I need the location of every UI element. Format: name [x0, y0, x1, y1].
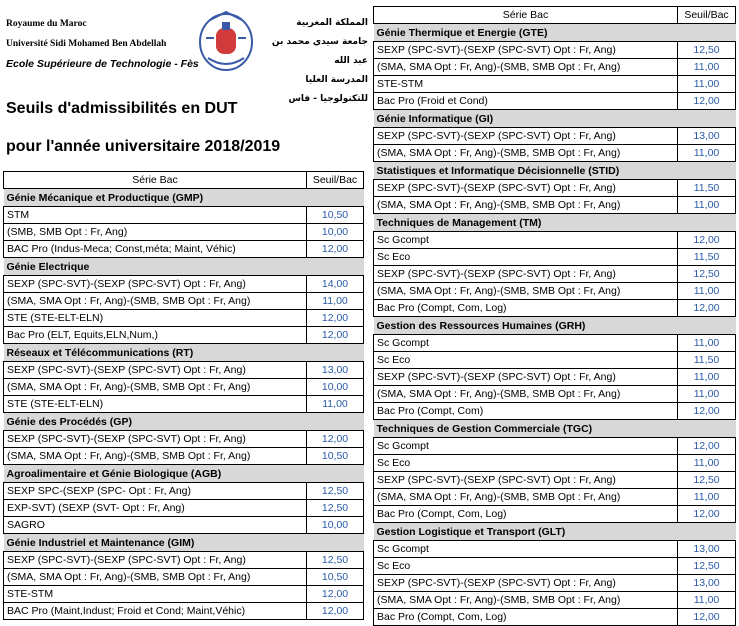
serie-bac-cell: Sc Gcompt: [374, 335, 678, 352]
threshold-cell: 11,00: [307, 293, 364, 310]
section-title: Génie Informatique (GI): [374, 110, 736, 128]
threshold-cell: 12,50: [678, 558, 736, 575]
table-row: [4, 362, 364, 379]
section-heading-row: [374, 420, 736, 438]
section-title: Gestion Logistique et Transport (GLT): [374, 523, 736, 541]
serie-bac-cell: Bac Pro (Compt, Com, Log): [374, 300, 678, 317]
serie-bac-cell: SEXP (SPC-SVT)-(SEXP (SPC-SVT) Opt : Fr, Ang): [374, 369, 678, 386]
threshold-cell: 12,50: [307, 552, 364, 569]
table-row: [4, 448, 364, 465]
threshold-cell: 10,00: [307, 517, 364, 534]
university-label-ar: جامعة سيدي محمد بن عبد الله: [271, 37, 368, 66]
section-heading-row: [374, 317, 736, 335]
threshold-cell: 12,00: [678, 438, 736, 455]
serie-bac-cell: SEXP (SPC-SVT)-(SEXP (SPC-SVT) Opt : Fr, Ang): [374, 472, 678, 489]
right-header-row: [374, 7, 736, 24]
serie-bac-cell: Sc Eco: [374, 455, 678, 472]
threshold-cell: 12,00: [678, 232, 736, 249]
table-row: [4, 310, 364, 327]
threshold-cell: 13,00: [307, 362, 364, 379]
table-row: [374, 369, 736, 386]
threshold-cell: 10,50: [307, 448, 364, 465]
table-row: [374, 489, 736, 506]
threshold-cell: 11,00: [678, 335, 736, 352]
university-logo: [196, 8, 256, 74]
section-heading-row: [4, 465, 364, 483]
table-row: [4, 483, 364, 500]
serie-bac-cell: Sc Eco: [374, 558, 678, 575]
serie-bac-cell: (SMA, SMA Opt : Fr, Ang)-(SMB, SMB Opt : Fr, Ang): [374, 592, 678, 609]
table-row: [374, 76, 736, 93]
table-row: [4, 241, 364, 258]
serie-bac-cell: SEXP (SPC-SVT)-(SEXP (SPC-SVT) Opt : Fr, Ang): [374, 266, 678, 283]
threshold-cell: 12,00: [678, 93, 736, 110]
threshold-cell: 12,50: [678, 266, 736, 283]
serie-bac-cell: STE-STM: [4, 586, 307, 603]
serie-bac-cell: SEXP (SPC-SVT)-(SEXP (SPC-SVT) Opt : Fr, Ang): [374, 180, 678, 197]
serie-bac-cell: SEXP SPC-(SEXP (SPC- Opt : Fr, Ang): [4, 483, 307, 500]
school-label-ar: المدرسة العليا للتكنولوجيا - فاس: [288, 75, 368, 104]
serie-bac-cell: Sc Eco: [374, 352, 678, 369]
serie-bac-cell: SEXP (SPC-SVT)-(SEXP (SPC-SVT) Opt : Fr, Ang): [4, 362, 307, 379]
serie-bac-cell: SEXP (SPC-SVT)-(SEXP (SPC-SVT) Opt : Fr, Ang): [4, 431, 307, 448]
table-row: [374, 232, 736, 249]
table-row: [374, 128, 736, 145]
table-row: [4, 276, 364, 293]
serie-bac-cell: BAC Pro (Indus-Meca; Const,méta; Maint, Véhic): [4, 241, 307, 258]
table-row: [4, 207, 364, 224]
threshold-cell: 11,00: [307, 396, 364, 413]
table-row: [4, 293, 364, 310]
table-row: [374, 592, 736, 609]
threshold-cell: 12,50: [307, 500, 364, 517]
serie-bac-cell: (SMA, SMA Opt : Fr, Ang)-(SMB, SMB Opt : Fr, Ang): [374, 386, 678, 403]
institution-header-french: [6, 14, 206, 74]
left-header-row: [4, 172, 364, 189]
serie-bac-cell: Bac Pro (Compt, Com, Log): [374, 506, 678, 523]
serie-bac-cell: SEXP (SPC-SVT)-(SEXP (SPC-SVT) Opt : Fr, Ang): [374, 42, 678, 59]
threshold-cell: 13,00: [678, 128, 736, 145]
table-row: [374, 180, 736, 197]
section-heading-row: [374, 523, 736, 541]
col-header-seuil: Seuil/Bac: [307, 172, 364, 189]
table-row: [374, 42, 736, 59]
serie-bac-cell: Sc Eco: [374, 249, 678, 266]
section-heading-row: [374, 214, 736, 232]
table-row: [374, 93, 736, 110]
serie-bac-cell: (SMA, SMA Opt : Fr, Ang)-(SMB, SMB Opt : Fr, Ang): [4, 448, 307, 465]
threshold-cell: 12,00: [307, 603, 364, 620]
table-row: [374, 472, 736, 489]
table-row: [4, 603, 364, 620]
threshold-cell: 12,00: [307, 310, 364, 327]
threshold-cell: 11,00: [678, 145, 736, 162]
threshold-cell: 13,00: [678, 541, 736, 558]
serie-bac-cell: Bac Pro (Compt, Com): [374, 403, 678, 420]
table-row: [374, 352, 736, 369]
table-row: [374, 59, 736, 76]
threshold-cell: 12,00: [307, 586, 364, 603]
table-row: [374, 575, 736, 592]
threshold-cell: 12,50: [678, 472, 736, 489]
title-line-1: Seuils d'admissibilités en DUT: [6, 100, 238, 117]
table-row: [4, 552, 364, 569]
threshold-cell: 12,50: [307, 483, 364, 500]
table-row: [374, 609, 736, 626]
threshold-cell: 10,50: [307, 569, 364, 586]
threshold-cell: 11,00: [678, 76, 736, 93]
section-title: Agroalimentaire et Génie Biologique (AGB): [4, 465, 364, 483]
title-line-2: pour l'année universitaire 2018/2019: [6, 138, 281, 155]
threshold-cell: 11,00: [678, 386, 736, 403]
table-row: [4, 431, 364, 448]
threshold-cell: 11,00: [678, 283, 736, 300]
threshold-cell: 11,00: [678, 369, 736, 386]
threshold-cell: 13,00: [678, 575, 736, 592]
threshold-cell: 12,00: [307, 431, 364, 448]
serie-bac-cell: STE (STE-ELT-ELN): [4, 396, 307, 413]
kingdom-label: Royaume du Maroc: [6, 19, 87, 29]
col-header-serie: Série Bac: [4, 172, 307, 189]
serie-bac-cell: Sc Gcompt: [374, 541, 678, 558]
thresholds-table-right: [373, 6, 736, 626]
section-title: Génie Thermique et Energie (GTE): [374, 24, 736, 42]
serie-bac-cell: SEXP (SPC-SVT)-(SEXP (SPC-SVT) Opt : Fr, Ang): [4, 552, 307, 569]
threshold-cell: 11,50: [678, 352, 736, 369]
threshold-cell: 12,00: [307, 241, 364, 258]
serie-bac-cell: SEXP (SPC-SVT)-(SEXP (SPC-SVT) Opt : Fr, Ang): [4, 276, 307, 293]
section-heading-row: [4, 413, 364, 431]
threshold-cell: 12,00: [678, 300, 736, 317]
serie-bac-cell: Bac Pro (Compt, Com, Log): [374, 609, 678, 626]
serie-bac-cell: SAGRO: [4, 517, 307, 534]
table-row: [374, 145, 736, 162]
serie-bac-cell: BAC Pro (Maint,Indust; Froid et Cond; Maint,Véhic): [4, 603, 307, 620]
section-title: Statistiques et Informatique Décisionnelle (STID): [374, 162, 736, 180]
threshold-cell: 11,50: [678, 180, 736, 197]
threshold-cell: 10,50: [307, 207, 364, 224]
serie-bac-cell: STE (STE-ELT-ELN): [4, 310, 307, 327]
section-heading-row: [4, 344, 364, 362]
serie-bac-cell: Sc Gcompt: [374, 232, 678, 249]
table-row: [4, 517, 364, 534]
table-row: [374, 386, 736, 403]
section-title: Génie Mécanique et Productique (GMP): [4, 189, 364, 207]
threshold-cell: 11,00: [678, 59, 736, 76]
serie-bac-cell: (SMA, SMA Opt : Fr, Ang)-(SMB, SMB Opt : Fr, Ang): [374, 59, 678, 76]
section-title: Gestion des Ressources Humaines (GRH): [374, 317, 736, 335]
serie-bac-cell: (SMA, SMA Opt : Fr, Ang)-(SMB, SMB Opt : Fr, Ang): [374, 145, 678, 162]
table-row: [4, 586, 364, 603]
serie-bac-cell: Bac Pro (Froid et Cond): [374, 93, 678, 110]
section-title: Techniques de Management (TM): [374, 214, 736, 232]
serie-bac-cell: (SMA, SMA Opt : Fr, Ang)-(SMB, SMB Opt : Fr, Ang): [374, 197, 678, 214]
section-heading-row: [374, 24, 736, 42]
table-row: [374, 403, 736, 420]
section-title: Techniques de Gestion Commerciale (TGC): [374, 420, 736, 438]
threshold-cell: 11,00: [678, 197, 736, 214]
section-title: Génie des Procédés (GP): [4, 413, 364, 431]
section-title: Génie Electrique: [4, 258, 364, 276]
table-row: [374, 506, 736, 523]
table-row: [374, 300, 736, 317]
table-row: [4, 396, 364, 413]
serie-bac-cell: STM: [4, 207, 307, 224]
university-label: Université Sidi Mohamed Ben Abdellah: [6, 39, 167, 49]
col-header-serie: Série Bac: [374, 7, 678, 24]
section-heading-row: [4, 534, 364, 552]
section-heading-row: [4, 258, 364, 276]
threshold-cell: 12,00: [307, 327, 364, 344]
table-row: [4, 379, 364, 396]
table-row: [374, 283, 736, 300]
threshold-cell: 12,50: [678, 42, 736, 59]
threshold-cell: 14,00: [307, 276, 364, 293]
section-heading-row: [4, 189, 364, 207]
section-title: Réseaux et Télécommunications (RT): [4, 344, 364, 362]
threshold-cell: 12,00: [678, 506, 736, 523]
table-row: [374, 266, 736, 283]
table-row: [374, 249, 736, 266]
threshold-cell: 11,00: [678, 489, 736, 506]
table-row: [4, 327, 364, 344]
table-row: [374, 197, 736, 214]
col-header-seuil: Seuil/Bac: [678, 7, 736, 24]
page-title: [6, 90, 280, 166]
threshold-cell: 10,00: [307, 224, 364, 241]
serie-bac-cell: (SMA, SMA Opt : Fr, Ang)-(SMB, SMB Opt : Fr, Ang): [4, 379, 307, 396]
threshold-cell: 11,00: [678, 592, 736, 609]
table-row: [4, 224, 364, 241]
threshold-cell: 10,00: [307, 379, 364, 396]
threshold-cell: 11,50: [678, 249, 736, 266]
threshold-cell: 11,00: [678, 455, 736, 472]
serie-bac-cell: SEXP (SPC-SVT)-(SEXP (SPC-SVT) Opt : Fr, Ang): [374, 128, 678, 145]
kingdom-label-ar: المملكة المغربية: [296, 18, 368, 28]
serie-bac-cell: SEXP (SPC-SVT)-(SEXP (SPC-SVT) Opt : Fr, Ang): [374, 575, 678, 592]
table-row: [374, 335, 736, 352]
serie-bac-cell: STE-STM: [374, 76, 678, 93]
serie-bac-cell: (SMA, SMA Opt : Fr, Ang)-(SMB, SMB Opt : Fr, Ang): [374, 489, 678, 506]
section-heading-row: [374, 110, 736, 128]
serie-bac-cell: (SMB, SMB Opt : Fr, Ang): [4, 224, 307, 241]
thresholds-table-left: [3, 171, 364, 620]
threshold-cell: 12,00: [678, 609, 736, 626]
table-row: [4, 500, 364, 517]
serie-bac-cell: (SMA, SMA Opt : Fr, Ang)-(SMB, SMB Opt : Fr, Ang): [374, 283, 678, 300]
serie-bac-cell: EXP-SVT) (SEXP (SVT- Opt : Fr, Ang): [4, 500, 307, 517]
table-row: [4, 569, 364, 586]
section-title: Génie Industriel et Maintenance (GIM): [4, 534, 364, 552]
serie-bac-cell: Bac Pro (ELT, Equits,ELN,Num,): [4, 327, 307, 344]
serie-bac-cell: (SMA, SMA Opt : Fr, Ang)-(SMB, SMB Opt : Fr, Ang): [4, 293, 307, 310]
section-heading-row: [374, 162, 736, 180]
table-row: [374, 438, 736, 455]
threshold-cell: 12,00: [678, 403, 736, 420]
table-row: [374, 558, 736, 575]
table-row: [374, 455, 736, 472]
serie-bac-cell: (SMA, SMA Opt : Fr, Ang)-(SMB, SMB Opt : Fr, Ang): [4, 569, 307, 586]
serie-bac-cell: Sc Gcompt: [374, 438, 678, 455]
school-label: Ecole Supérieure de Technologie - Fès: [6, 58, 199, 70]
table-row: [374, 541, 736, 558]
